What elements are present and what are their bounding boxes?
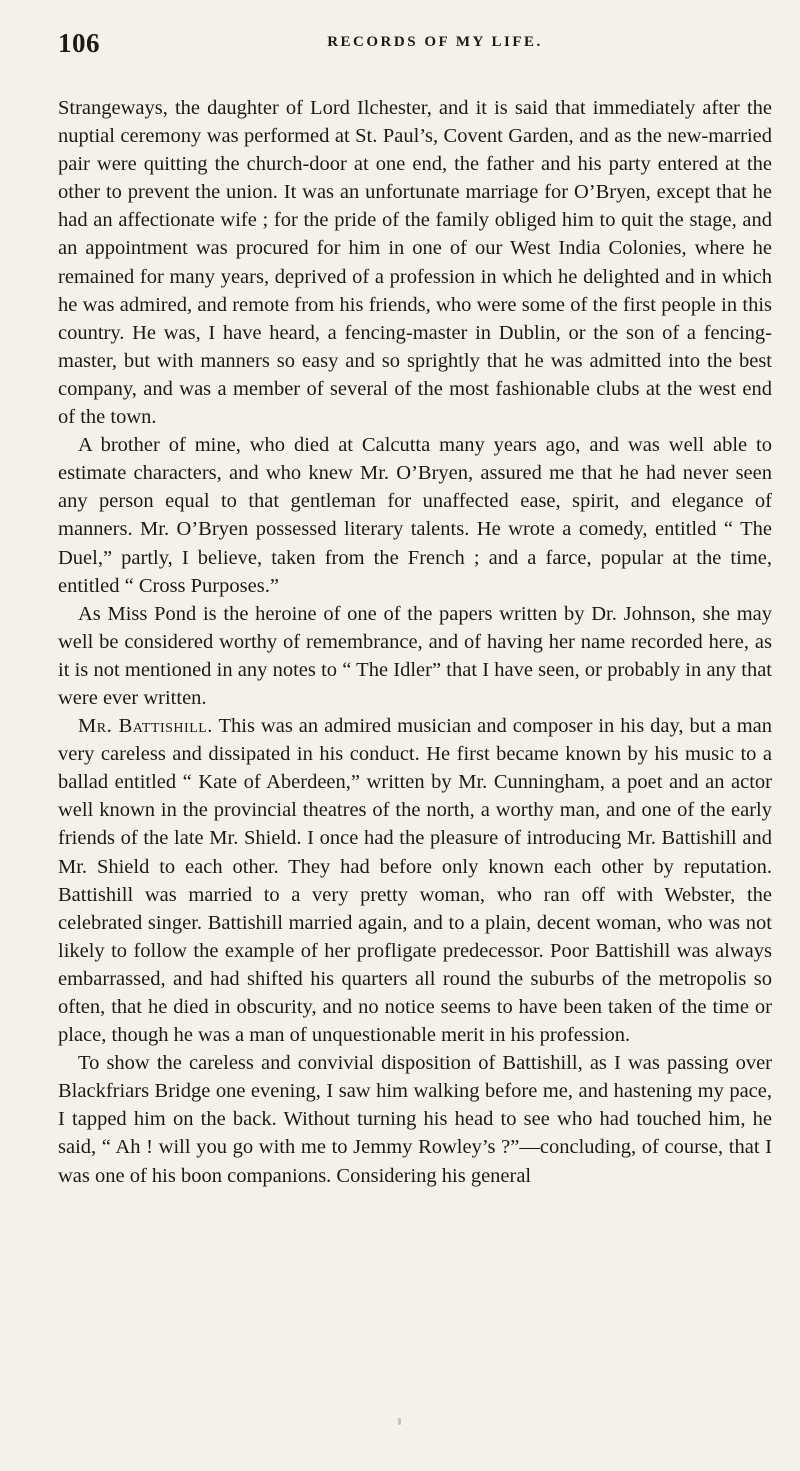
- paragraph: A brother of mine, who died at Calcutta many years ago, and was well able to estimate characters, and who knew Mr. O’Bryen, assured me that he had never seen any person equal to that gentleman for unaffected ease, spirit, and elegance of manners. Mr. O’Bryen possessed literary talents. He wrote a comedy, entitled “ The Duel,” partly, I believe, taken from the French ; and a farce, popular at the time, entitled “ Cross Purposes.”: [58, 434, 772, 597]
- body-text: [58, 94, 772, 1190]
- running-title: RECORDS OF MY LIFE.: [327, 34, 543, 50]
- paragraph-text: This was an admired musician and composer in his day, but a man very careless and dissipated in his conduct. He first became known by his music to a ballad entitled “ Kate of Aberdeen,” written by Mr. Cunningham, a poet and an actor well known in the provincial theatres of the north, a worthy man, and one of the early friends of the late Mr. Shield. I once had the pleasure of introducing Mr. Battishill and Mr. Shield to each other. They had before only known each other by reputation. Battishill was married to a very pretty woman, who ran off with Webster, the celebrated singer. Battishill married again, and to a plain, decent woman, who was not likely to follow the example of her profligate predecessor. Poor Battishill was always embarrassed, and had shifted his quarters all round the suburbs of the metropolis so often, that he died in obscurity, and no notice seems to have been taken of the time or place, though he was a man of unquestionable merit in his profession.: [58, 715, 772, 1047]
- paragraph: Strangeways, the daughter of Lord Ilchester, and it is said that immediately after the nuptial ceremony was performed at St. Paul’s, Covent Garden, and as the new-married pair were quitting the church-door at one end, the father and his party entered at the other to prevent the union. It was an unfortunate marriage for O’Bryen, except that he had an affectionate wife ; for the pride of the family obliged him to quit the stage, and an appointment was procured for him in one of our West India Colonies, where he remained for many years, deprived of a profession in which he delighted and in which he was admired, and remote from his friends, who were some of the first people in this country. He was, I have heard, a fencing-master in Dublin, or the son of a fencing-master, but with manners so easy and so sprightly that he was admitted into the best company, and was a member of several of the most fashionable clubs at the west end of the town.: [58, 97, 772, 429]
- section-lead: Mr. Battishill.: [78, 715, 213, 738]
- book-page: [58, 28, 772, 1190]
- running-head: [58, 28, 772, 64]
- page-number: 106: [58, 28, 100, 58]
- paragraph: [58, 712, 772, 1049]
- paragraph: As Miss Pond is the heroine of one of the papers written by Dr. Johnson, she may well be considered worthy of remembrance, and of having her name recorded here, as it is not mentioned in any notes to “ The Idler” that I have seen, or probably in any that were ever written.: [58, 602, 772, 709]
- paragraph: To show the careless and convivial disposition of Battishill, as I was passing over Blackfriars Bridge one evening, I saw him walking before me, and hastening my pace, I tapped him on the back. Without turning his head to see who had touched him, he said, “ Ah ! will you go with me to Jemmy Rowley’s ?”—concluding, of course, that I was one of his boon companions. Considering his general: [58, 1052, 772, 1187]
- paper-speck: [398, 1418, 401, 1425]
